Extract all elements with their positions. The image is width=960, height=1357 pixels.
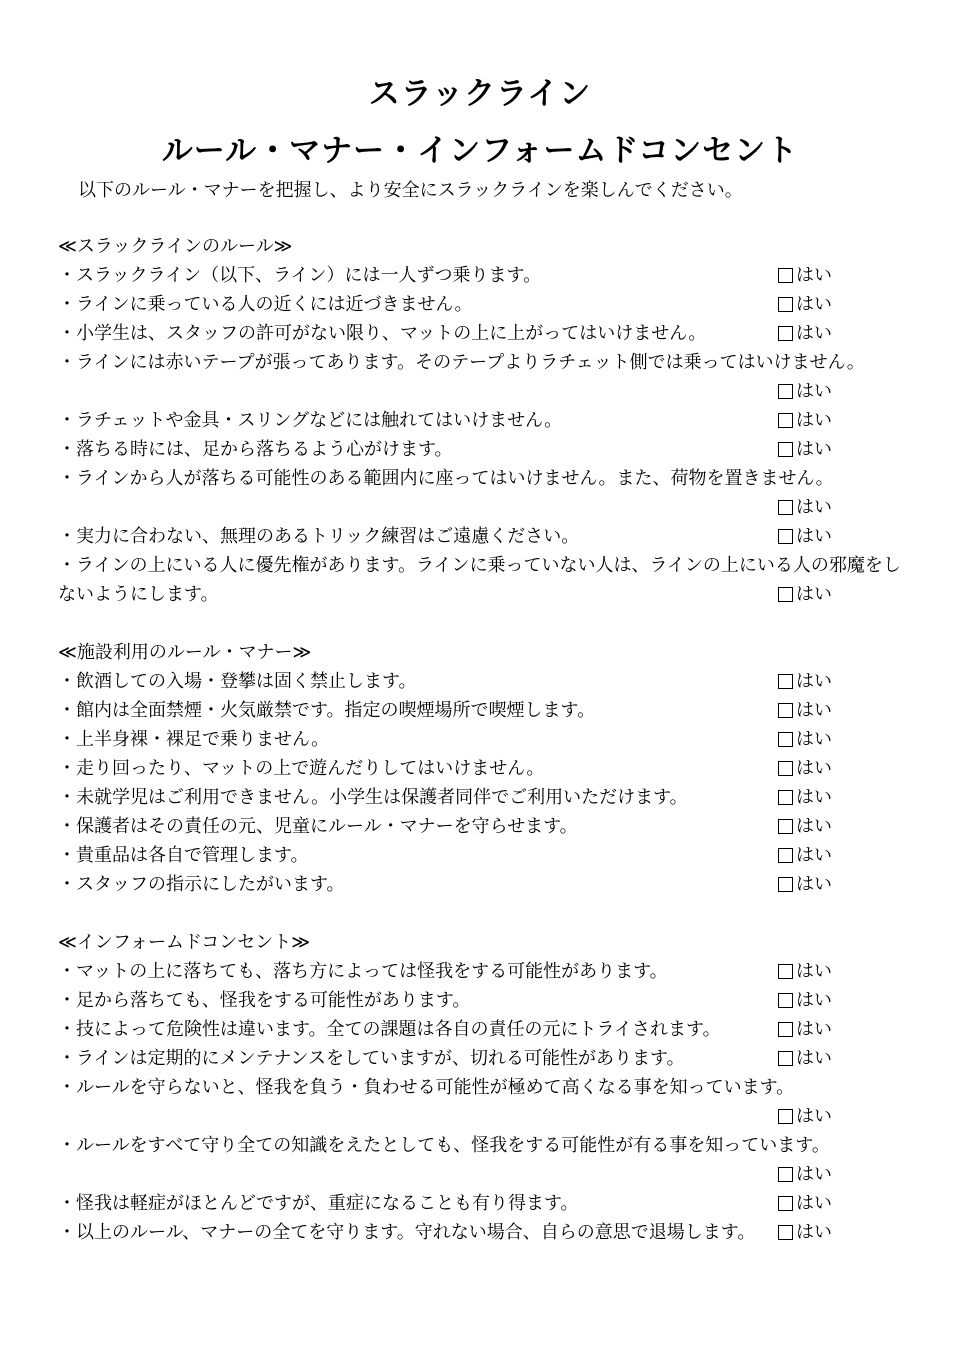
page-title: スラックライン: [368, 76, 592, 112]
yes-label: はい: [796, 845, 832, 866]
yes-checkbox[interactable]: [778, 1160, 832, 1189]
rule-item-text: ・未就学児はご利用できません。小学生は保護者同伴でご利用いただけます。: [58, 787, 688, 808]
checkbox-square[interactable]: [778, 1225, 793, 1240]
yes-label: はい: [796, 816, 832, 837]
rule-item-text: ・ラインから人が落ちる可能性のある範囲内に座ってはいけません。また、荷物を置きません。: [58, 468, 834, 489]
rule-item-text: ・スラックライン（以下、ライン）には一人ずつ乗ります。: [58, 265, 542, 286]
yes-label: はい: [796, 990, 832, 1011]
yes-label: はい: [796, 497, 832, 518]
yes-checkbox[interactable]: [778, 435, 832, 464]
rule-item-text: ・足から落ちても、怪我をする可能性があります。: [58, 990, 471, 1011]
checkbox-square[interactable]: [778, 790, 793, 805]
yes-checkbox[interactable]: [778, 783, 832, 812]
checkbox-square[interactable]: [778, 761, 793, 776]
rule-item-text: ・小学生は、スタッフの許可がない限り、マットの上に上がってはいけません。: [58, 323, 707, 344]
rule-item-text: ・マットの上に落ちても、落ち方によっては怪我をする可能性があります。: [58, 961, 668, 982]
rule-item-text: ・ラインに乗っている人の近くには近づきません。: [58, 294, 473, 315]
yes-label: はい: [796, 381, 832, 402]
yes-checkbox[interactable]: [778, 377, 832, 406]
yes-label: はい: [796, 294, 832, 315]
checkbox-square[interactable]: [778, 529, 793, 544]
yes-checkbox[interactable]: [778, 493, 832, 522]
yes-label: はい: [796, 729, 832, 750]
rule-item-text: ・保護者はその責任の元、児童にルール・マナーを守らせます。: [58, 816, 578, 837]
checkbox-square[interactable]: [778, 732, 793, 747]
checkbox-square[interactable]: [778, 877, 793, 892]
page-subtitle: ルール・マナー・インフォームドコンセント: [161, 133, 799, 169]
rule-item-text: ・落ちる時には、足から落ちるよう心がけます。: [58, 439, 453, 460]
yes-checkbox[interactable]: [778, 1218, 832, 1247]
yes-checkbox[interactable]: [778, 261, 832, 290]
intro-text: 以下のルール・マナーを把握し、より安全にスラックラインを楽しんでください。: [78, 180, 743, 201]
yes-label: はい: [796, 787, 832, 808]
yes-label: はい: [796, 874, 832, 895]
yes-checkbox[interactable]: [778, 1044, 832, 1073]
rule-item-text: ・技によって危険性は違います。全ての課題は各自の責任の元にトライされます。: [58, 1019, 721, 1040]
yes-checkbox[interactable]: [778, 841, 832, 870]
yes-checkbox[interactable]: [778, 522, 832, 551]
rule-item-text: ・館内は全面禁煙・火気厳禁です。指定の喫煙場所で喫煙します。: [58, 700, 596, 721]
rule-item-text: ・走り回ったり、マットの上で遊んだりしてはいけません。: [58, 758, 545, 779]
yes-checkbox[interactable]: [778, 1015, 832, 1044]
checkbox-square[interactable]: [778, 819, 793, 834]
rule-item-text: ・貴重品は各自で管理します。: [58, 845, 309, 866]
rule-item-text: ・ラチェットや金具・スリングなどには触れてはいけません。: [58, 410, 563, 431]
rule-item-text: ・ルールを守らないと、怪我を負う・負わせる可能性が極めて高くなる事を知っています。: [58, 1077, 795, 1098]
checkbox-square[interactable]: [778, 993, 793, 1008]
yes-checkbox[interactable]: [778, 1102, 832, 1131]
yes-label: はい: [796, 1164, 832, 1185]
yes-label: はい: [796, 439, 832, 460]
yes-label: はい: [796, 1106, 832, 1127]
yes-checkbox[interactable]: [778, 986, 832, 1015]
yes-checkbox[interactable]: [778, 725, 832, 754]
checkbox-square[interactable]: [778, 1167, 793, 1182]
yes-checkbox[interactable]: [778, 406, 832, 435]
yes-checkbox[interactable]: [778, 667, 832, 696]
checkbox-square[interactable]: [778, 964, 793, 979]
checkbox-square[interactable]: [778, 297, 793, 312]
yes-checkbox[interactable]: [778, 319, 832, 348]
yes-label: はい: [796, 323, 832, 344]
checkbox-square[interactable]: [778, 442, 793, 457]
checkbox-square[interactable]: [778, 1109, 793, 1124]
rule-item-text: ないようにします。: [58, 584, 219, 605]
yes-label: はい: [796, 961, 832, 982]
yes-label: はい: [796, 410, 832, 431]
yes-checkbox[interactable]: [778, 754, 832, 783]
checkbox-square[interactable]: [778, 587, 793, 602]
yes-label: はい: [796, 584, 832, 605]
checkbox-square[interactable]: [778, 268, 793, 283]
yes-checkbox[interactable]: [778, 290, 832, 319]
yes-label: はい: [796, 1222, 832, 1243]
checkbox-square[interactable]: [778, 413, 793, 428]
rule-item-text: ・怪我は軽症がほとんどですが、重症になることも有り得ます。: [58, 1193, 579, 1214]
rule-item-text: ・ラインの上にいる人に優先権があります。ラインに乗っていない人は、ラインの上にいる人の邪魔をし: [58, 555, 901, 576]
checkbox-square[interactable]: [778, 500, 793, 515]
section-heading: ≪スラックラインのルール≫: [58, 236, 293, 257]
yes-checkbox[interactable]: [778, 870, 832, 899]
rule-item-text: ・スタッフの指示にしたがいます。: [58, 874, 345, 895]
rule-item-text: ・実力に合わない、無理のあるトリック練習はご遠慮ください。: [58, 526, 580, 547]
checkbox-square[interactable]: [778, 326, 793, 341]
yes-checkbox[interactable]: [778, 696, 832, 725]
checkbox-square[interactable]: [778, 1051, 793, 1066]
checkbox-square[interactable]: [778, 1022, 793, 1037]
yes-checkbox[interactable]: [778, 1189, 832, 1218]
yes-checkbox[interactable]: [778, 812, 832, 841]
yes-label: はい: [796, 1193, 832, 1214]
yes-label: はい: [796, 1019, 832, 1040]
rule-item-text: ・ルールをすべて守り全ての知識をえたとしても、怪我をする可能性が有る事を知っています。: [58, 1135, 830, 1156]
section-heading: ≪インフォームドコンセント≫: [58, 932, 311, 953]
rule-item-text: ・上半身裸・裸足で乗りません。: [58, 729, 330, 750]
rule-item-text: ・飲酒しての入場・登攀は固く禁止します。: [58, 671, 417, 692]
yes-label: はい: [796, 1048, 832, 1069]
yes-label: はい: [796, 526, 832, 547]
section-heading: ≪施設利用のルール・マナー≫: [58, 642, 312, 663]
rule-item-text: ・ラインには赤いテープが張ってあります。そのテープよりラチェット側では乗ってはいけません。: [58, 352, 865, 373]
checkbox-square[interactable]: [778, 1196, 793, 1211]
yes-label: はい: [796, 700, 832, 721]
rule-item-text: ・以上のルール、マナーの全てを守ります。守れない場合、自らの意思で退場します。: [58, 1222, 756, 1243]
yes-label: はい: [796, 758, 832, 779]
yes-label: はい: [796, 265, 832, 286]
checkbox-square[interactable]: [778, 848, 793, 863]
yes-checkbox[interactable]: [778, 957, 832, 986]
checkbox-square[interactable]: [778, 674, 793, 689]
yes-label: はい: [796, 671, 832, 692]
rule-item-text: ・ラインは定期的にメンテナンスをしていますが、切れる可能性があります。: [58, 1048, 685, 1069]
checkbox-square[interactable]: [778, 384, 793, 399]
checkbox-square[interactable]: [778, 703, 793, 718]
yes-checkbox[interactable]: [778, 580, 832, 609]
